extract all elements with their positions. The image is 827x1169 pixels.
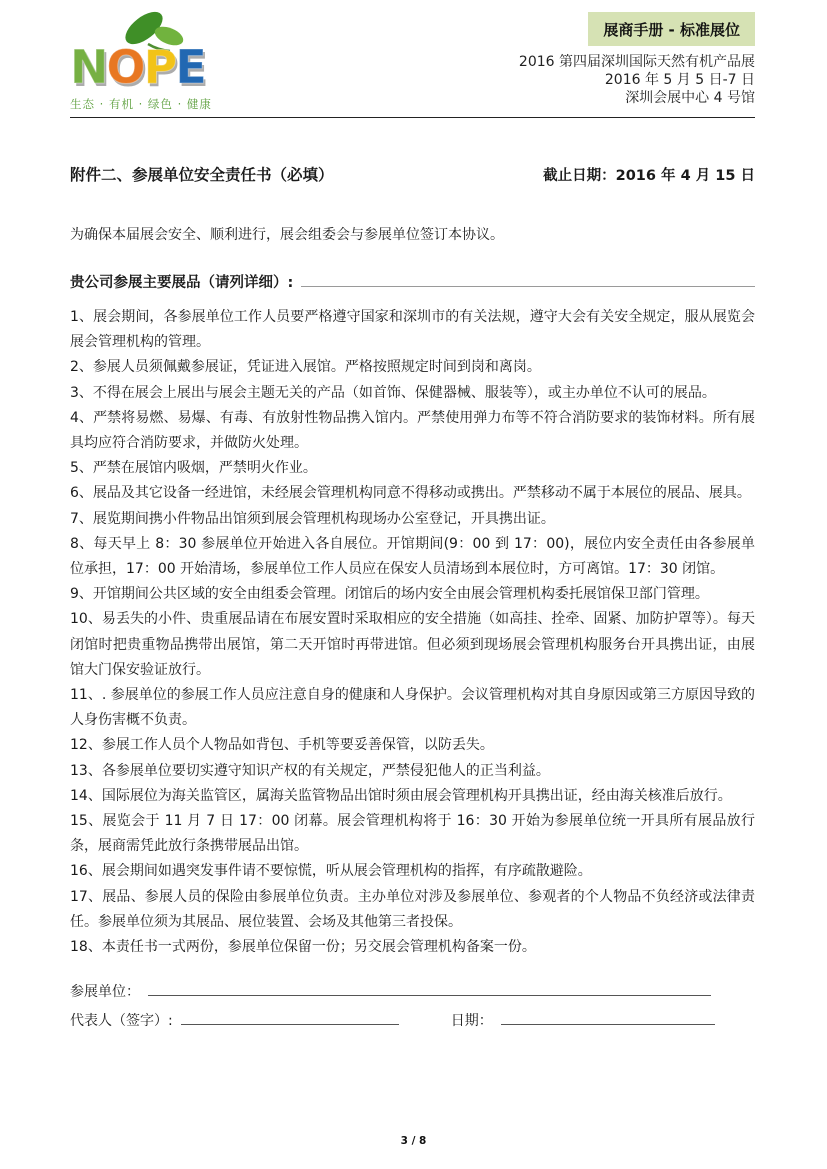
logo-letters bbox=[70, 40, 290, 94]
exhibitor-row bbox=[70, 979, 755, 1006]
rule-item: 6、展品及其它设备一经进馆，未经展会管理机构同意不得移动或携出。严禁移动不属于本展位的展品、展具。 bbox=[70, 485, 751, 502]
logo-letter: O bbox=[106, 40, 144, 94]
expo-info bbox=[519, 53, 755, 107]
exhibitor-label: 参展单位： bbox=[70, 984, 140, 1001]
products-fill-line[interactable] bbox=[301, 271, 755, 287]
manual-badge: 展商手册 - 标准展位 bbox=[588, 12, 755, 46]
logo-letter: E bbox=[175, 40, 205, 94]
rule-item: 7、展览期间携小件物品出馆须到展会管理机构现场办公室登记，开具携出证。 bbox=[70, 510, 555, 527]
rule-item: 3、不得在展会上展出与展会主题无关的产品（如首饰、保健器械、服装等），或主办单位不认可的展品。 bbox=[70, 384, 716, 401]
exhibitor-fill-line[interactable] bbox=[148, 980, 711, 996]
intro-paragraph: 为确保本届展会安全、顺利进行，展会组委会与参展单位签订本协议。 bbox=[70, 227, 504, 243]
products-label: 贵公司参展主要展品（请列详细）: bbox=[70, 275, 294, 291]
rule-item: 12、参展工作人员个人物品如背包、手机等要妥善保管，以防丢失。 bbox=[70, 737, 494, 754]
rule-item: 13、各参展单位要切实遵守知识产权的有关规定，严禁侵犯他人的正当利益。 bbox=[70, 762, 550, 779]
rule-item: 14、国际展位为海关监管区，属海关监管物品出馆时须由展会管理机构开具携出证，经由海关核准后放行。 bbox=[70, 787, 732, 804]
expo-info-line: 2016 第四届深圳国际天然有机产品展 bbox=[518, 54, 755, 70]
logo-tagline: 生态 · 有机 · 绿色 · 健康 bbox=[70, 97, 212, 111]
products-row bbox=[70, 271, 755, 292]
rule-item: 17、展品、参展人员的保险由参展单位负责。主办单位对涉及参展单位、参观者的个人物品不负经济或法律责任。参展单位须为其展品、展位装置、会场及其他第三者投保。 bbox=[70, 888, 755, 930]
expo-info-line: 深圳会展中心 4 号馆 bbox=[625, 90, 755, 106]
page-header bbox=[70, 0, 755, 118]
representative-row bbox=[70, 1008, 755, 1035]
date-label: 日期： bbox=[450, 1013, 493, 1030]
page-number: 3 / 8 bbox=[400, 1135, 427, 1147]
rule-item: 10、易丢失的小件、贵重展品请在布展安置时采取相应的安全措施（如高挂、拴牵、固紧、加防护罩等）。每天闭馆时把贵重物品携带出展馆，第二天开馆时再带进馆。但必须到现场展会管理机构服务台开具携出证，由展馆大门保安验证放行。 bbox=[70, 611, 755, 678]
rule-item: 4、严禁将易燃、易爆、有毒、有放射性物品携入馆内。严禁使用弹力布等不符合消防要求的装饰材料。所有展具均应符合消防要求，并做防火处理。 bbox=[70, 409, 755, 452]
deadline-text: 截止日期：2016 年 4 月 15 日 bbox=[543, 168, 755, 184]
rule-item: 8、每天早上 8：30 参展单位开始进入各自展位。开馆期间(9：00 到 17：00)，展位内安全责任由各参展单位承担，17：00 开始清场，参展单位工作人员应在保安人员清场到本展位时，方可离馆。17：30 闭馆。 bbox=[70, 535, 755, 578]
logo-letter: N bbox=[70, 40, 107, 94]
nope-logo bbox=[70, 10, 290, 111]
representative-fill-line[interactable] bbox=[181, 1009, 399, 1025]
rules-list bbox=[70, 305, 755, 960]
representative-label: 代表人（签字）: bbox=[70, 1013, 173, 1030]
rule-item: 16、展会期间如遇突发事件请不要惊慌，听从展会管理机构的指挥，有序疏散避险。 bbox=[70, 863, 592, 880]
header-right bbox=[519, 10, 755, 107]
rule-item: 2、参展人员须佩戴参展证，凭证进入展馆。严格按照规定时间到岗和离岗。 bbox=[70, 359, 541, 376]
expo-info-line: 2016 年 5 月 5 日-7 日 bbox=[604, 72, 755, 88]
document-title: 附件二、参展单位安全责任书（必填） bbox=[70, 166, 334, 184]
rule-item: 5、严禁在展馆内吸烟，严禁明火作业。 bbox=[70, 460, 317, 477]
date-fill-line[interactable] bbox=[501, 1009, 715, 1025]
signature-block bbox=[70, 979, 755, 1035]
rule-item: 11、. 参展单位的参展工作人员应注意自身的健康和人身保护。会议管理机构对其自身原因或第三方原因导致的人身伤害概不负责。 bbox=[70, 687, 755, 729]
rule-item: 1、展会期间，各参展单位工作人员要严格遵守国家和深圳市的有关法规，遵守大会有关安全规定，服从展览会展会管理机构的管理。 bbox=[70, 309, 755, 351]
rule-item: 18、本责任书一式两份，参展单位保留一份；另交展会管理机构备案一份。 bbox=[70, 939, 536, 956]
rule-item: 9、开馆期间公共区域的安全由组委会管理。闭馆后的场内安全由展会管理机构委托展馆保卫部门管理。 bbox=[70, 586, 709, 603]
rule-item: 15、展览会于 11 月 7 日 17：00 闭幕。展会管理机构将于 16：30 开始为参展单位统一开具所有展品放行条，展商需凭此放行条携带展品出馆。 bbox=[70, 813, 755, 855]
title-row bbox=[70, 163, 755, 185]
logo-letter: P bbox=[143, 40, 176, 94]
